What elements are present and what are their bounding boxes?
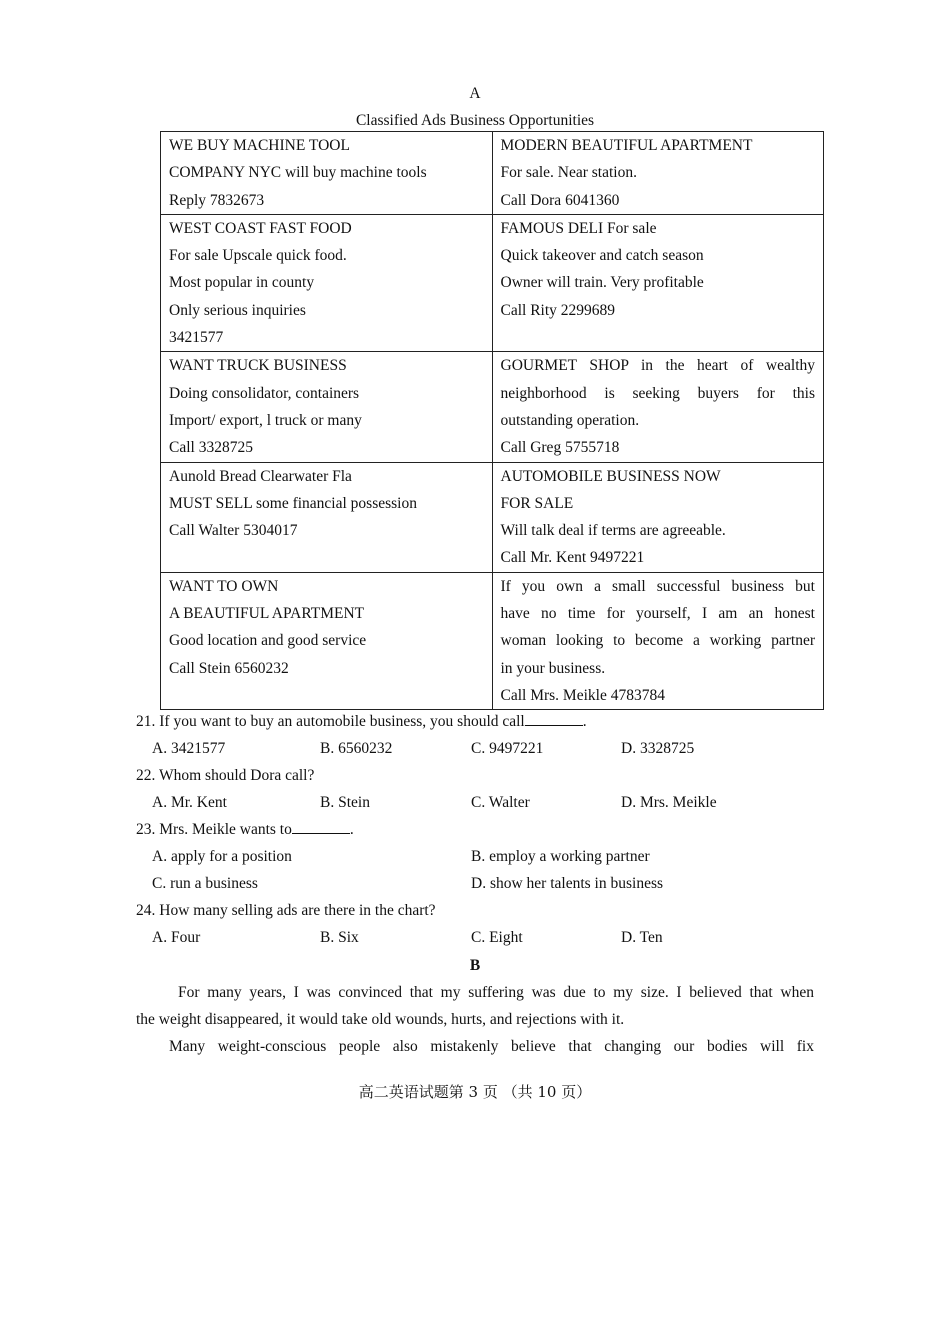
ad-text-line: Import/ export, l truck or many <box>169 411 362 429</box>
section-b-label: B <box>469 957 481 974</box>
ad-text-line: Call Greg 5755718 <box>500 439 620 457</box>
ad-text-line: Call Mrs. Meikle 4783784 <box>500 686 665 704</box>
ad-text-line: Only serious inquiries <box>169 301 306 319</box>
ad-text-line: Will talk deal if terms are agreeable. <box>500 522 726 540</box>
option-b: B. 6560232 <box>320 740 393 757</box>
answer-blank <box>292 817 350 834</box>
ad-text-line: WE BUY MACHINE TOOL <box>169 137 350 154</box>
option-c: C. 9497221 <box>471 740 544 757</box>
ad-cell <box>492 132 824 215</box>
section-a-label: A <box>469 85 481 102</box>
option-c: C. run a business <box>152 875 258 892</box>
option-c: C. Eight <box>471 929 523 946</box>
ad-text-line: For sale. Near station. <box>500 164 637 182</box>
ad-text-line: 3421577 <box>169 329 224 347</box>
option-b: B. Six <box>320 929 359 946</box>
ad-cell <box>492 572 824 709</box>
ad-cell <box>161 214 493 351</box>
ad-text-line: neighborhood is seeking buyers for this <box>500 384 815 402</box>
question-24: 24. How many selling ads are there in the chart? <box>136 902 436 919</box>
ad-text-line: Reply 7832673 <box>169 191 265 209</box>
question-23 <box>136 816 354 843</box>
option-c: C. Walter <box>471 794 530 811</box>
ad-cell <box>492 462 824 572</box>
ad-text-line: WEST COAST FAST FOOD <box>169 219 352 237</box>
ad-text-line: Owner will train. Very profitable <box>500 274 704 292</box>
ad-text-line: Call Rity 2299689 <box>500 301 616 319</box>
ad-text-line: outstanding operation. <box>500 411 640 429</box>
option-b: B. employ a working partner <box>471 848 650 865</box>
option-d: D. show her talents in business <box>471 875 664 892</box>
ad-text-line: in your business. <box>500 659 606 677</box>
ad-cell <box>161 462 493 572</box>
question-22: 22. Whom should Dora call? <box>136 767 315 784</box>
ad-text-line: FAMOUS DELI For sale <box>500 219 657 237</box>
ad-text-line: COMPANY NYC will buy machine tools <box>169 164 427 182</box>
ad-text-line: Most popular in county <box>169 274 315 292</box>
ads-title: Classified Ads Business Opportunities <box>355 112 595 129</box>
ad-text-line: Aunold Bread Clearwater Fla <box>169 467 352 485</box>
ad-text-line: Call Walter 5304017 <box>169 522 298 540</box>
option-a: A. Mr. Kent <box>152 794 227 811</box>
table-row <box>161 132 824 215</box>
ad-text-line: For sale Upscale quick food. <box>169 247 347 265</box>
ad-text-line: GOURMET SHOP in the heart of wealthy <box>500 357 815 375</box>
ad-text-line: have no time for yourself, I am an honest <box>500 605 815 623</box>
ad-text-line: A BEAUTIFUL APARTMENT <box>169 605 365 623</box>
ad-text-line: MODERN BEAUTIFUL APARTMENT <box>500 137 753 154</box>
passage-line: the weight disappeared, it would take old wounds, hurts, and rejections with it. <box>136 1011 625 1028</box>
ad-text-line: Call Mr. Kent 9497221 <box>500 549 645 567</box>
ad-text-line: Quick takeover and catch season <box>500 247 704 265</box>
ad-text-line: WANT TRUCK BUSINESS <box>169 357 347 375</box>
question-21 <box>136 708 587 735</box>
option-d: D. Mrs. Meikle <box>621 794 717 811</box>
ad-text-line: If you own a small successful business but <box>500 577 815 595</box>
table-row <box>161 572 824 709</box>
ad-text-line: woman looking to become a working partner <box>500 632 815 650</box>
passage-line: For many years, I was convinced that my suffering was due to my size. I believed that when <box>178 984 814 1001</box>
passage-line: Many weight-conscious people also mistakenly believe that changing our bodies will fix <box>169 1038 814 1055</box>
ad-text-line: WANT TO OWN <box>169 577 279 595</box>
question-stem: 21. If you want to buy an automobile business, you should call <box>136 713 525 730</box>
classified-ads-table <box>160 131 824 710</box>
option-a: A. Four <box>152 929 201 946</box>
ad-cell <box>492 352 824 462</box>
ad-text-line: MUST SELL some financial possession <box>169 494 417 512</box>
ad-text-line: Good location and good service <box>169 632 367 650</box>
table-row <box>161 352 824 462</box>
question-end: . <box>582 713 587 730</box>
ad-cell <box>161 132 493 215</box>
ad-cell <box>492 214 824 351</box>
answer-blank <box>525 709 583 726</box>
ad-text-line: FOR SALE <box>500 494 574 512</box>
ad-text-line: AUTOMOBILE BUSINESS NOW <box>500 467 721 485</box>
ad-cell <box>161 352 493 462</box>
table-row <box>161 462 824 572</box>
option-a: A. apply for a position <box>152 848 292 865</box>
ad-text-line: Call 3328725 <box>169 439 253 457</box>
table-row <box>161 214 824 351</box>
option-d: D. Ten <box>621 929 663 946</box>
ad-text-line: Doing consolidator, containers <box>169 384 360 402</box>
question-stem: 23. Mrs. Meikle wants to <box>136 821 292 838</box>
option-b: B. Stein <box>320 794 370 811</box>
ad-text-line: Call Stein 6560232 <box>169 659 289 677</box>
page-footer: 高二英语试题第 3 页 （共 10 页） <box>358 1083 592 1101</box>
option-d: D. 3328725 <box>621 740 695 757</box>
question-end: . <box>349 821 354 838</box>
ad-text-line: Call Dora 6041360 <box>500 191 620 209</box>
ad-cell <box>161 572 493 709</box>
option-a: A. 3421577 <box>152 740 226 757</box>
